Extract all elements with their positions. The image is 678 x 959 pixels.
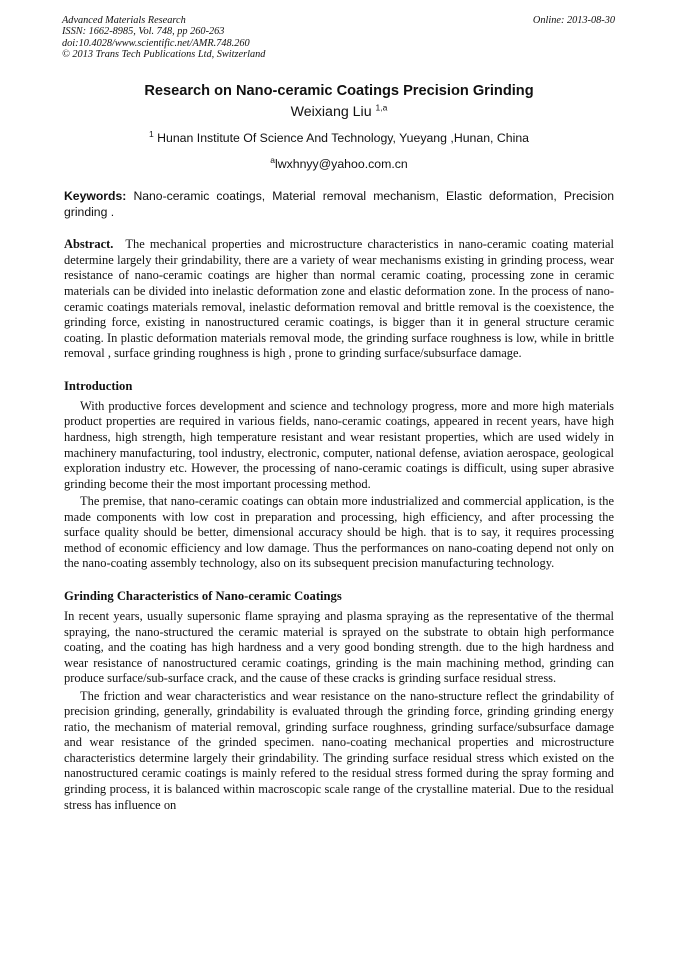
affiliation-text: Hunan Institute Of Science And Technology, Yueyang ,Hunan, China bbox=[157, 131, 530, 145]
paragraph: In recent years, usually supersonic flame spraying and plasma spraying as the representative of the thermal spraying, the nano-structured the ceramic material is sprayed on the substrate to obtain high performance coating, and the coating has high hardness and a very good bonding strength. due to the high hardness and wear resistance of nanostructured ceramic coatings, grinding is the main machining method, grinding can produce surface/sub-surface crack, and the cause of these cracks is grinding surface residual stress. bbox=[64, 608, 614, 686]
keywords-text: Nano-ceramic coatings, Material removal mechanism, Elastic deformation, Precision grinding . bbox=[64, 189, 615, 219]
affiliation bbox=[64, 128, 614, 146]
author-sup: 1,a bbox=[375, 102, 388, 113]
author-line bbox=[64, 102, 614, 122]
online-date: Online: 2013-08-30 bbox=[532, 15, 615, 26]
keywords-label: Keywords: bbox=[64, 189, 127, 203]
paragraph: The premise, that nano-ceramic coatings can obtain more industrialized and commercial application, is the made components with low cost in preparation and processing, high efficiency, and after processing the surface quality should be better, dimensional accuracy should be high. that is to say, it requires processing method of economic efficiency and low damage. Thus the performances on nano-coating depend not only on the nano-coating assembly technology, also on its subsequent precision manufacturing technology. bbox=[64, 494, 614, 571]
email-line bbox=[64, 154, 614, 172]
keywords bbox=[64, 189, 614, 220]
abstract-text: The mechanical properties and microstructure characteristics in nano-ceramic coating material determine largely their grindability, there are a variety of wear mechanisms existing in grinding process, wear resistance of nano-ceramic coatings are higher than normal ceramic coating, processing zone in ceramic materials can be divided into inelastic deformation zone and elastic deformation zone. In the process of nano-ceramic coatings materials removal, inelastic deformation removal and brittle removal is the coexistence, the grinding force, existing in nanostructured ceramic coatings, is bigger than it in general structure ceramic coating. In plastic deformation materials removal mode, the grinding surface roughness is low, while in brittle removal , surface grinding roughness is high , prone to grinding surface/subsurface damage. bbox=[64, 237, 614, 361]
paragraph: The friction and wear characteristics and wear resistance on the nano-structure reflect the grindability of precision grinding, generally, grindability is evaluated through the grinding force, grinding grinding energy ratio, the mechanism of material removal, grinding surface roughness, grinding surface/subsurface damage and wear resistance of the grinded specimen. nano-coating mechanical properties and microstructure characteristics determine largely their grindability. The grinding surface residual stress which existed on the nanostructured ceramic coatings is mainly refered to the residual stress formed during the spray forming and grinding process, it is balanced within macroscopic scale range of the crystalline material. Due to the residual stress has influence on bbox=[64, 688, 614, 812]
abstract bbox=[64, 237, 614, 362]
paper-title: Research on Nano-ceramic Coatings Precision Grinding bbox=[144, 83, 534, 99]
journal-name: Advanced Materials Research bbox=[62, 15, 186, 26]
paragraph: With productive forces development and science and technology progress, more and more high materials product properties are required in various fields, nano-ceramic coatings, appeared in recent years, have high hardness, high strength, high temperature resistant and wear resistant properties, which are used widely in machinery manufacturing, tool industry, electronic, computer, national defense, aviation aerospace, geological exploration industry etc. However, the processing of nano-ceramic coatings is difficult, using super abrasive grinding become their the most important processing method. bbox=[64, 398, 614, 491]
section-heading-grinding-characteristics: Grinding Characteristics of Nano-ceramic Coatings bbox=[64, 588, 342, 603]
section-heading-introduction: Introduction bbox=[64, 378, 133, 393]
doi-line: doi:10.4028/www.scientific.net/AMR.748.260 bbox=[62, 37, 250, 49]
affiliation-sup: 1 bbox=[148, 128, 154, 139]
author-name: Weixiang Liu bbox=[290, 104, 372, 120]
issn-line: ISSN: 1662-8985, Vol. 748, pp 260-263 bbox=[62, 26, 225, 38]
email-sup: a bbox=[270, 154, 275, 165]
journal-header bbox=[62, 15, 615, 60]
abstract-label: Abstract. bbox=[64, 237, 114, 252]
copyright-line: © 2013 Trans Tech Publications Ltd, Switzerland bbox=[62, 48, 266, 60]
email-address[interactable]: lwxhnyy@yahoo.com.cn bbox=[274, 157, 408, 171]
paper-body bbox=[64, 82, 614, 813]
